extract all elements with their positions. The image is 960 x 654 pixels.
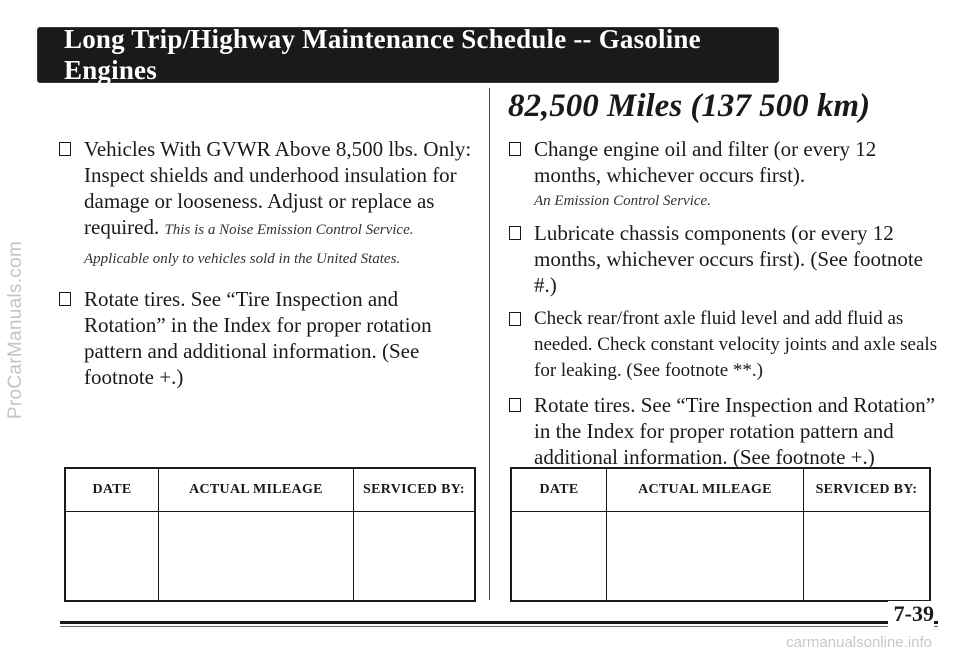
log-cell-date[interactable] [511,512,607,602]
log-header-mileage: ACTUAL MILEAGE [159,468,354,512]
checklist-item [508,136,938,212]
column-divider [489,88,490,600]
log-cell-serviced[interactable] [353,512,475,602]
checklist-item [508,220,938,298]
right-column [508,88,938,478]
log-header-serviced: SERVICED BY: [353,468,475,512]
item-text: Check rear/front axle fluid level and add fluid as needed. Check constant velocity joints and axle seals for leaking. (See footnote **.) [534,307,938,381]
footer-rule-thin [60,626,938,627]
checkbox-icon[interactable] [509,398,521,412]
footer-watermark: carmanualsonline.info [786,634,932,651]
item-note: This is a Noise Emission Control Service. Applicable only to vehicles sold in the United States. [84,222,414,267]
log-header-serviced: SERVICED BY: [803,468,930,512]
log-cell-serviced[interactable] [803,512,930,602]
page-number: 7-39 [888,601,934,627]
page-header [38,24,778,85]
section-title: 82,500 Miles (137 500 km) [508,88,871,124]
service-log-table-right [510,467,931,602]
item-text: Change engine oil and filter (or every 12 months, whichever occurs first). [534,136,877,187]
checklist-item [508,392,938,470]
side-watermark [2,95,30,565]
footer-rule [60,621,938,624]
checklist-item [508,306,938,384]
header-title: Long Trip/Highway Maintenance Schedule -- Gasoline Engines [64,24,701,85]
checklist-item [58,286,478,390]
checkbox-icon[interactable] [59,142,71,156]
item-text: Rotate tires. See “Tire Inspection and Rotation” in the Index for proper rotation pattern and additional information. (See footnote +.) [534,392,936,469]
checkbox-icon[interactable] [509,312,521,326]
service-log-table-left [64,467,476,602]
checkbox-icon[interactable] [509,226,521,240]
side-watermark-text: ProCarManuals.com [5,240,26,420]
log-header-mileage: ACTUAL MILEAGE [607,468,804,512]
log-header-date: DATE [511,468,607,512]
log-cell-date[interactable] [65,512,159,602]
checklist-item [58,136,478,272]
checkbox-icon[interactable] [59,292,71,306]
item-text: Vehicles With GVWR Above 8,500 lbs. Only: Inspect shields and underhood insulation for damage or looseness. Adjust or replace as required. [84,137,472,239]
log-cell-mileage[interactable] [607,512,804,602]
item-text: Rotate tires. See “Tire Inspection and Rotation” in the Index for proper rotation pattern and additional information. (See footnote +.) [84,287,432,389]
checkbox-icon[interactable] [509,142,521,156]
log-header-date: DATE [65,468,159,512]
left-column [58,136,478,398]
item-text: Lubricate chassis components (or every 12 months, whichever occurs first). (See footnote #.) [534,220,923,297]
log-cell-mileage[interactable] [159,512,354,602]
item-note: An Emission Control Service. [534,192,711,209]
